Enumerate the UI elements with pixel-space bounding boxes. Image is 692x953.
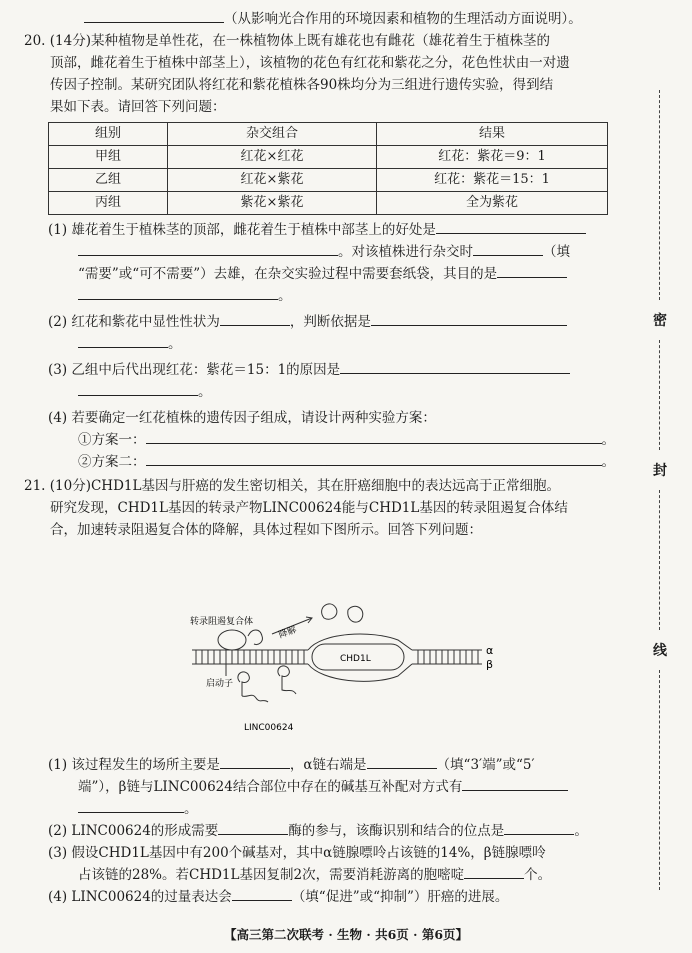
q20-part4-line1: (4) 若要确定一红花植株的遗传因子组成，请设计两种实验方案： <box>48 410 436 426</box>
binding-margin <box>650 60 670 890</box>
q21-stem-3: 合，加速转录阻遏复合体的降解，具体过程如下图所示。回答下列问题： <box>50 522 482 538</box>
q21-part3-text: 个。 <box>524 867 552 883</box>
results-table <box>48 122 608 215</box>
alpha-label: α <box>486 644 494 657</box>
q20-part2-text: (2) 红花和紫花中显性性状为 <box>48 314 220 330</box>
page-content <box>24 8 630 541</box>
degrade-label: 降解 <box>277 625 298 641</box>
answer-blank[interactable] <box>232 886 292 901</box>
answer-blank[interactable] <box>78 241 338 256</box>
q21-stem-2: 研究发现，CHD1L基因的转录产物LINC00624能与CHD1L基因的转录阻遏复合体结 <box>50 500 568 516</box>
answer-blank[interactable] <box>218 820 288 835</box>
table-cell: 红花：紫花＝15：1 <box>377 169 608 192</box>
answer-blank[interactable] <box>340 359 570 374</box>
q20-stem-4: 果如下表。请回答下列问题： <box>50 99 226 115</box>
promoter-label: 启动子 <box>206 679 234 689</box>
q21-part1-text: ，α链右端是 <box>289 757 367 773</box>
answer-blank[interactable] <box>146 451 602 466</box>
q20-part1-text: (1) 雄花着生于植株茎的顶部，雌花着生于植株中部茎上的好处是 <box>48 222 436 238</box>
q21-stem-1: 21. (10分)CHD1L基因与肝癌的发生密切相关，其在肝癌细胞中的表达远高于正常细胞。 <box>24 478 560 494</box>
transcription-diagram <box>172 596 512 744</box>
table-cell: 乙组 <box>49 169 168 192</box>
table-cell: 丙组 <box>49 192 168 215</box>
q21-part2-text: (2) LINC00624的形成需要 <box>48 823 219 839</box>
answer-blank[interactable] <box>464 864 524 879</box>
dna-rungs-left <box>196 650 304 664</box>
gene-label: CHD1L <box>340 654 371 664</box>
q20-part1-text: （填 <box>543 244 570 260</box>
beta-label: β <box>486 658 494 671</box>
answer-blank[interactable] <box>78 798 184 813</box>
table-header-cell: 组别 <box>49 123 168 146</box>
answer-blank[interactable] <box>436 219 586 234</box>
table-cell: 甲组 <box>49 146 168 169</box>
repressor-complex-shape <box>218 630 246 650</box>
degraded-fragment <box>322 604 337 619</box>
q21-part1-text: (1) 该过程发生的场所主要是 <box>48 757 220 773</box>
answer-blank[interactable] <box>473 241 543 256</box>
q21-parts <box>24 754 630 908</box>
q21-part1-line1 <box>24 754 630 776</box>
plan1-label: ①方案一： <box>78 432 146 448</box>
q20-part1-line2 <box>24 241 630 263</box>
linc-rna-shape <box>278 666 296 694</box>
q21-part4 <box>24 886 630 908</box>
q21-part1-line2 <box>24 776 630 798</box>
margin-dash-line <box>659 670 660 890</box>
q21-part4-text: (4) LINC00624的过量表达会 <box>48 889 232 905</box>
q20-part1-line3 <box>24 263 630 285</box>
table-header-row <box>49 123 608 146</box>
dna-rungs-right <box>418 650 478 664</box>
q21-part3-line1: (3) 假设CHD1L基因中有200个碱基对，其中α链腺嘌呤占该链的14%，β链腺嘌呤 <box>48 845 546 861</box>
q21-part1-line3: 。 <box>24 798 630 820</box>
linc-label: LINC00624 <box>244 723 294 733</box>
table-row <box>49 169 608 192</box>
answer-blank[interactable] <box>504 820 574 835</box>
table-row <box>49 146 608 169</box>
q20-part3-line1 <box>24 359 630 381</box>
q20-part2-line2: 。 <box>24 333 630 355</box>
seal-mark: 线 <box>653 643 667 659</box>
answer-blank[interactable] <box>146 429 602 444</box>
q20-part2-text: ，判断依据是 <box>289 314 371 330</box>
q20-part1-text: 。对该植株进行杂交时 <box>338 244 473 260</box>
table-row <box>49 192 608 215</box>
complex-label: 转录阻遏复合体 <box>190 617 254 627</box>
margin-dash-line <box>659 490 660 630</box>
q21-part1-text: （填“3′端”或“5′ <box>436 757 535 773</box>
q20-plan2: ②方案二： 。 <box>24 451 630 473</box>
q20-part1-line1 <box>24 219 630 241</box>
page-footer: 【高三第二次联考 · 生物 · 共6页 · 第6页】 <box>223 927 469 942</box>
q21-part2: (2) LINC00624的形成需要 酶的参与，该酶识别和结合的位点是 。 <box>24 820 630 842</box>
q21-part1-text: 端”），β链与LINC00624结合部位中存在的碱基互补配对方式有 <box>78 779 463 795</box>
seal-mark: 密 <box>653 313 667 329</box>
margin-dash-line <box>659 340 660 450</box>
margin-dash-line <box>659 90 660 300</box>
answer-blank[interactable] <box>78 285 278 300</box>
answer-blank[interactable] <box>84 8 224 23</box>
q21-part2-text: 酶的参与，该酶识别和结合的位点是 <box>288 823 505 839</box>
seal-mark: 封 <box>653 463 667 479</box>
table-cell: 红花×紫花 <box>168 169 377 192</box>
q20-stem-1: 20. (14分)某种植物是单性花，在一株植物体上既有雄花也有雌花（雄花着生于植株茎的 <box>24 33 550 49</box>
answer-blank[interactable] <box>371 311 567 326</box>
table-header-cell: 结果 <box>377 123 608 146</box>
degraded-fragment <box>348 606 363 622</box>
q20-part3-line2: 。 <box>24 381 630 403</box>
answer-blank[interactable] <box>220 754 290 769</box>
answer-blank[interactable] <box>497 263 567 278</box>
q20-part2-line1 <box>24 311 630 333</box>
rna-loop-shape <box>248 630 262 645</box>
answer-blank[interactable] <box>367 754 437 769</box>
q21-part4-text: （填“促进”或“抑制”）肝癌的进展。 <box>291 889 509 905</box>
answer-blank[interactable] <box>462 776 568 791</box>
answer-blank[interactable] <box>78 381 198 396</box>
q21-part3-text: 占该链的28%。若CHD1L基因复制2次，需要消耗游离的胞嘧啶 <box>78 867 465 883</box>
answer-blank[interactable] <box>220 311 290 326</box>
plan2-label: ②方案二： <box>78 454 146 470</box>
q20-plan1: ①方案一： 。 <box>24 429 630 451</box>
q20-stem-2: 顶部，雌花着生于植株中部茎上），该植物的花色有红花和紫花之分，花色性状由一对遗 <box>50 55 570 71</box>
q20-stem-3: 传因子控制。某研究团队将红花和紫花植株各90株均分为三组进行遗传实验，得到结 <box>50 77 554 93</box>
q20-part1-line4: 。 <box>24 285 630 307</box>
q19-tail-text: （从影响光合作用的环境因素和植物的生理活动方面说明）。 <box>224 11 582 27</box>
table-cell: 红花：紫花＝9：1 <box>377 146 608 169</box>
q19-tail <box>24 8 630 30</box>
q20-part3-text: (3) 乙组中后代出现红花：紫花＝15：1的原因是 <box>48 362 341 378</box>
q21-part3-line2 <box>24 864 630 886</box>
answer-blank[interactable] <box>78 333 168 348</box>
linc-rna-shape <box>238 672 249 696</box>
table-header-cell: 杂交组合 <box>168 123 377 146</box>
table-cell: 紫花×紫花 <box>168 192 377 215</box>
q20-part1-text: “需要”或“可不需要”）去雄，在杂交实验过程中需要套纸袋，其目的是 <box>78 266 498 282</box>
table-cell: 红花×红花 <box>168 146 377 169</box>
linc-rna-tail <box>242 695 268 702</box>
table-cell: 全为紫花 <box>377 192 608 215</box>
